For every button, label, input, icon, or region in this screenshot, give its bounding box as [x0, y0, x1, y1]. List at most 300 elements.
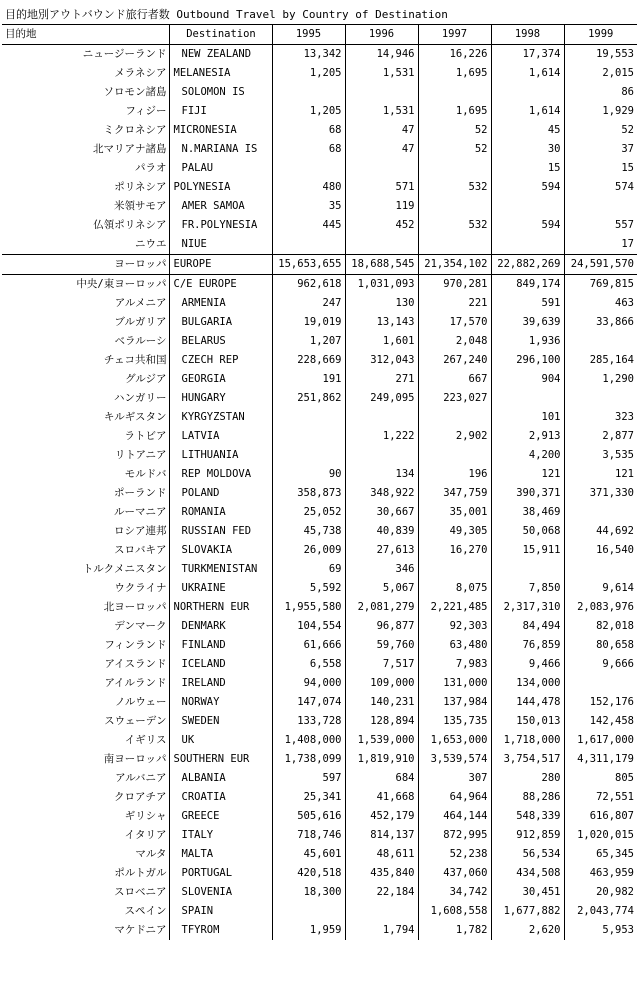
destination-jp-cell: リトアニア — [2, 446, 169, 465]
value-cell-1999: 44,692 — [596, 525, 634, 537]
table-row — [2, 313, 637, 332]
value-cell-1997: 532 — [418, 178, 491, 197]
value-cell-1996: 452,179 — [345, 807, 418, 826]
value-cell-1995: 61,666 — [272, 636, 345, 655]
table-row — [2, 579, 637, 598]
destination-en-cell: CROATIA — [169, 788, 272, 807]
destination-en-cell: HUNGARY — [169, 389, 272, 408]
value-cell-1998: 150,013 — [491, 712, 564, 731]
destination-en-cell: MALTA — [169, 845, 272, 864]
value-cell-1998: 121 — [491, 465, 564, 484]
value-cell-1998: 594 — [491, 216, 564, 235]
value-cell-1995: 480 — [272, 178, 345, 197]
value-cell-1995 — [272, 427, 345, 446]
value-cell-1995: 228,669 — [272, 351, 345, 370]
value-cell-1995: 420,518 — [272, 864, 345, 883]
table-row — [2, 560, 637, 579]
value-cell-1995: 45,738 — [272, 522, 345, 541]
value-cell-1995: 18,300 — [272, 883, 345, 902]
value-cell-1997: 137,984 — [418, 693, 491, 712]
outbound-travel-table — [2, 24, 637, 940]
value-cell-1995: 90 — [272, 465, 345, 484]
value-cell-1995: 25,052 — [272, 503, 345, 522]
destination-jp-cell: スペイン — [2, 902, 169, 921]
table-row — [2, 427, 637, 446]
table-body — [2, 45, 637, 941]
value-cell-1995: 1,207 — [272, 332, 345, 351]
destination-en-cell: KYRGYZSTAN — [169, 408, 272, 427]
value-cell-1996: 119 — [345, 197, 418, 216]
value-cell-1998: 30,451 — [491, 883, 564, 902]
value-cell-1998: 30 — [491, 140, 564, 159]
value-cell-1997: 1,695 — [418, 64, 491, 83]
value-cell-1996: 18,688,545 — [345, 255, 418, 275]
value-cell-1999: 33,866 — [596, 316, 634, 328]
value-cell-1995: 1,955,580 — [272, 598, 345, 617]
value-cell-1998 — [491, 197, 564, 216]
table-row — [2, 121, 637, 140]
destination-en-cell: AMER SAMOA — [169, 197, 272, 216]
table-row — [2, 102, 637, 121]
value-cell-1997: 437,060 — [418, 864, 491, 883]
destination-en-cell: ITALY — [169, 826, 272, 845]
value-cell-1995: 505,616 — [272, 807, 345, 826]
value-cell-1999: 285,164 — [589, 354, 634, 366]
destination-en-cell: SOUTHERN EUR — [169, 750, 272, 769]
value-cell-1997: 131,000 — [418, 674, 491, 693]
destination-jp-cell: グルジア — [2, 370, 169, 389]
value-cell-1999: 20,982 — [596, 886, 634, 898]
value-cell-1999: 371,330 — [589, 487, 634, 499]
value-cell-1999: 2,043,774 — [577, 905, 634, 917]
destination-en-cell: TFYROM — [169, 921, 272, 940]
value-cell-1997: 92,303 — [418, 617, 491, 636]
header-row — [2, 25, 637, 45]
value-cell-1997: 221 — [418, 294, 491, 313]
value-cell-1998: 76,859 — [491, 636, 564, 655]
table-row — [2, 674, 637, 693]
value-cell-1996 — [345, 408, 418, 427]
value-cell-1997: 64,964 — [418, 788, 491, 807]
value-cell-1997: 223,027 — [418, 389, 491, 408]
value-cell-1999 — [564, 332, 637, 351]
value-cell-1995: 13,342 — [272, 45, 345, 65]
value-cell-1997 — [418, 446, 491, 465]
table-row — [2, 807, 637, 826]
value-cell-1999: 19,553 — [596, 48, 634, 60]
value-cell-1998: 2,317,310 — [491, 598, 564, 617]
destination-jp-cell: ポリネシア — [2, 178, 169, 197]
table-row — [2, 389, 637, 408]
value-cell-1998: 548,339 — [491, 807, 564, 826]
value-cell-1997: 1,608,558 — [418, 902, 491, 921]
page-title: 目的地別アウトバウンド旅行者数 Outbound Travel by Country of Destination — [5, 8, 448, 21]
destination-en-cell: C/E EUROPE — [169, 275, 272, 295]
destination-en-cell: NEW ZEALAND — [169, 45, 272, 65]
destination-en-cell: MELANESIA — [169, 64, 272, 83]
destination-jp-cell: ソロモン諸島 — [2, 83, 169, 102]
value-cell-1997 — [418, 83, 491, 102]
value-cell-1997: 970,281 — [418, 275, 491, 295]
value-cell-1997: 17,570 — [418, 313, 491, 332]
destination-jp-cell: スロバキア — [2, 541, 169, 560]
value-cell-1998: 594 — [491, 178, 564, 197]
value-cell-1999: 65,345 — [596, 848, 634, 860]
table-row — [2, 197, 637, 216]
value-cell-1999: 557 — [615, 219, 634, 231]
header-year-1997: 1997 — [418, 25, 491, 45]
destination-en-cell: TURKMENISTAN — [169, 560, 272, 579]
value-cell-1997: 63,480 — [418, 636, 491, 655]
destination-en-cell: NORWAY — [169, 693, 272, 712]
value-cell-1999: 463,959 — [589, 867, 634, 879]
destination-jp-cell: 仏領ポリネシア — [2, 216, 169, 235]
value-cell-1999: 805 — [615, 772, 634, 784]
destination-jp-cell: フィジー — [2, 102, 169, 121]
value-cell-1995: 25,341 — [272, 788, 345, 807]
destination-jp-cell: トルクメニスタン — [2, 560, 169, 579]
value-cell-1997 — [418, 408, 491, 427]
value-cell-1999: 4,311,179 — [577, 753, 634, 765]
value-cell-1998: 390,371 — [491, 484, 564, 503]
destination-jp-cell: 北マリアナ諸島 — [2, 140, 169, 159]
value-cell-1996: 1,601 — [345, 332, 418, 351]
value-cell-1997: 1,695 — [418, 102, 491, 121]
value-cell-1996: 1,031,093 — [345, 275, 418, 295]
destination-jp-cell: ベラルーシ — [2, 332, 169, 351]
value-cell-1999: 1,929 — [602, 105, 634, 117]
value-cell-1999 — [564, 197, 637, 216]
value-cell-1995: 251,862 — [272, 389, 345, 408]
value-cell-1996: 1,222 — [345, 427, 418, 446]
value-cell-1996: 48,611 — [345, 845, 418, 864]
value-cell-1995: 358,873 — [272, 484, 345, 503]
value-cell-1998: 280 — [491, 769, 564, 788]
destination-en-cell: ARMENIA — [169, 294, 272, 313]
value-cell-1996: 814,137 — [345, 826, 418, 845]
value-cell-1999: 2,015 — [602, 67, 634, 79]
value-cell-1996: 96,877 — [345, 617, 418, 636]
value-cell-1996: 2,081,279 — [345, 598, 418, 617]
value-cell-1997: 7,983 — [418, 655, 491, 674]
value-cell-1999: 142,458 — [589, 715, 634, 727]
destination-en-cell: BELARUS — [169, 332, 272, 351]
value-cell-1996: 41,668 — [345, 788, 418, 807]
value-cell-1999 — [564, 560, 637, 579]
destination-en-cell: DENMARK — [169, 617, 272, 636]
destination-en-cell: SOLOMON IS — [169, 83, 272, 102]
value-cell-1996: 128,894 — [345, 712, 418, 731]
table-row — [2, 64, 637, 83]
destination-en-cell: SLOVAKIA — [169, 541, 272, 560]
destination-jp-cell: ウクライナ — [2, 579, 169, 598]
value-cell-1997: 347,759 — [418, 484, 491, 503]
value-cell-1998 — [491, 235, 564, 255]
value-cell-1996 — [345, 83, 418, 102]
destination-jp-cell: アイルランド — [2, 674, 169, 693]
value-cell-1999: 37 — [621, 143, 634, 155]
value-cell-1998 — [491, 560, 564, 579]
value-cell-1998: 84,494 — [491, 617, 564, 636]
table-row — [2, 541, 637, 560]
value-cell-1999: 463 — [615, 297, 634, 309]
value-cell-1998: 22,882,269 — [491, 255, 564, 275]
value-cell-1996: 249,095 — [345, 389, 418, 408]
value-cell-1996: 30,667 — [345, 503, 418, 522]
value-cell-1998: 56,534 — [491, 845, 564, 864]
value-cell-1996: 312,043 — [345, 351, 418, 370]
value-cell-1997: 267,240 — [418, 351, 491, 370]
value-cell-1996: 452 — [345, 216, 418, 235]
value-cell-1997: 49,305 — [418, 522, 491, 541]
value-cell-1996: 1,531 — [345, 102, 418, 121]
destination-jp-cell: 北ヨーロッパ — [2, 598, 169, 617]
value-cell-1996 — [345, 235, 418, 255]
value-cell-1997: 532 — [418, 216, 491, 235]
value-cell-1995: 133,728 — [272, 712, 345, 731]
value-cell-1997 — [418, 235, 491, 255]
value-cell-1997: 135,735 — [418, 712, 491, 731]
table-row — [2, 294, 637, 313]
destination-en-cell: PORTUGAL — [169, 864, 272, 883]
destination-en-cell: BULGARIA — [169, 313, 272, 332]
value-cell-1999: 9,614 — [602, 582, 634, 594]
value-cell-1997: 1,782 — [418, 921, 491, 940]
value-cell-1997: 667 — [418, 370, 491, 389]
value-cell-1995 — [272, 83, 345, 102]
destination-en-cell: UK — [169, 731, 272, 750]
destination-jp-cell: マルタ — [2, 845, 169, 864]
value-cell-1996: 140,231 — [345, 693, 418, 712]
value-cell-1998: 1,614 — [491, 64, 564, 83]
value-cell-1995 — [272, 408, 345, 427]
value-cell-1999: 1,290 — [602, 373, 634, 385]
table-row — [2, 45, 637, 65]
value-cell-1997 — [418, 197, 491, 216]
destination-en-cell: GEORGIA — [169, 370, 272, 389]
header-destination-en: Destination — [169, 25, 272, 45]
value-cell-1998: 1,677,882 — [491, 902, 564, 921]
value-cell-1999: 616,807 — [589, 810, 634, 822]
value-cell-1998: 849,174 — [491, 275, 564, 295]
value-cell-1999: 15 — [621, 162, 634, 174]
table-row — [2, 503, 637, 522]
table-row — [2, 769, 637, 788]
destination-jp-cell: スロベニア — [2, 883, 169, 902]
value-cell-1998: 134,000 — [491, 674, 564, 693]
value-cell-1998: 17,374 — [491, 45, 564, 65]
destination-en-cell: LATVIA — [169, 427, 272, 446]
table-row — [2, 140, 637, 159]
destination-jp-cell: モルドバ — [2, 465, 169, 484]
value-cell-1996: 348,922 — [345, 484, 418, 503]
value-cell-1997: 872,995 — [418, 826, 491, 845]
value-cell-1999: 86 — [621, 86, 634, 98]
destination-en-cell: SLOVENIA — [169, 883, 272, 902]
value-cell-1997: 2,048 — [418, 332, 491, 351]
destination-jp-cell: アルメニア — [2, 294, 169, 313]
table-row — [2, 351, 637, 370]
destination-jp-cell: ニュージーランド — [2, 45, 169, 65]
table-row — [2, 465, 637, 484]
value-cell-1999: 72,551 — [596, 791, 634, 803]
value-cell-1998: 45 — [491, 121, 564, 140]
value-cell-1998: 2,620 — [491, 921, 564, 940]
table-row — [2, 788, 637, 807]
destination-en-cell: REP MOLDOVA — [169, 465, 272, 484]
destination-jp-cell: フィンランド — [2, 636, 169, 655]
value-cell-1997: 34,742 — [418, 883, 491, 902]
destination-en-cell: UKRAINE — [169, 579, 272, 598]
value-cell-1996: 40,839 — [345, 522, 418, 541]
value-cell-1997: 464,144 — [418, 807, 491, 826]
value-cell-1998: 7,850 — [491, 579, 564, 598]
destination-en-cell: FINLAND — [169, 636, 272, 655]
value-cell-1998: 38,469 — [491, 503, 564, 522]
destination-jp-cell: 南ヨーロッパ — [2, 750, 169, 769]
table-row — [2, 178, 637, 197]
value-cell-1995: 718,746 — [272, 826, 345, 845]
destination-jp-cell: クロアチア — [2, 788, 169, 807]
value-cell-1998: 1,936 — [491, 332, 564, 351]
value-cell-1997: 52,238 — [418, 845, 491, 864]
table-row — [2, 522, 637, 541]
value-cell-1996: 13,143 — [345, 313, 418, 332]
table-row — [2, 235, 637, 255]
header-year-1996: 1996 — [345, 25, 418, 45]
value-cell-1995: 19,019 — [272, 313, 345, 332]
table-row — [2, 484, 637, 503]
destination-en-cell: LITHUANIA — [169, 446, 272, 465]
header-year-1995: 1995 — [272, 25, 345, 45]
value-cell-1998: 50,068 — [491, 522, 564, 541]
destination-en-cell: GREECE — [169, 807, 272, 826]
value-cell-1996: 435,840 — [345, 864, 418, 883]
value-cell-1998: 15 — [491, 159, 564, 178]
destination-jp-cell: ラトビア — [2, 427, 169, 446]
value-cell-1999: 2,083,976 — [577, 601, 634, 613]
destination-jp-cell: イギリス — [2, 731, 169, 750]
value-cell-1995: 1,959 — [272, 921, 345, 940]
value-cell-1995: 68 — [272, 140, 345, 159]
table-row — [2, 845, 637, 864]
value-cell-1999: 5,953 — [602, 924, 634, 936]
value-cell-1995: 68 — [272, 121, 345, 140]
table-row — [2, 883, 637, 902]
value-cell-1995 — [272, 235, 345, 255]
value-cell-1999: 17 — [621, 238, 634, 250]
value-cell-1997 — [418, 560, 491, 579]
value-cell-1996: 271 — [345, 370, 418, 389]
value-cell-1996: 346 — [345, 560, 418, 579]
value-cell-1997: 3,539,574 — [418, 750, 491, 769]
table-row — [2, 159, 637, 178]
value-cell-1996: 109,000 — [345, 674, 418, 693]
value-cell-1997: 16,226 — [418, 45, 491, 65]
destination-en-cell: MICRONESIA — [169, 121, 272, 140]
destination-jp-cell: 中央/東ヨーロッパ — [2, 275, 169, 295]
value-cell-1999: 3,535 — [602, 449, 634, 461]
value-cell-1999: 1,617,000 — [577, 734, 634, 746]
destination-en-cell: NORTHERN EUR — [169, 598, 272, 617]
destination-en-cell: SWEDEN — [169, 712, 272, 731]
value-cell-1996 — [345, 159, 418, 178]
destination-en-cell: SPAIN — [169, 902, 272, 921]
destination-en-cell: IRELAND — [169, 674, 272, 693]
value-cell-1999: 121 — [615, 468, 634, 480]
value-cell-1996: 134 — [345, 465, 418, 484]
value-cell-1996: 130 — [345, 294, 418, 313]
value-cell-1995: 5,592 — [272, 579, 345, 598]
table-row — [2, 598, 637, 617]
value-cell-1999: 80,658 — [596, 639, 634, 651]
header-year-1999: 1999 — [564, 25, 637, 45]
destination-jp-cell: ロシア連邦 — [2, 522, 169, 541]
value-cell-1995: 69 — [272, 560, 345, 579]
destination-jp-cell: メラネシア — [2, 64, 169, 83]
destination-jp-cell: アイスランド — [2, 655, 169, 674]
value-cell-1995: 597 — [272, 769, 345, 788]
table-row — [2, 731, 637, 750]
value-cell-1995 — [272, 159, 345, 178]
value-cell-1995: 1,205 — [272, 102, 345, 121]
value-cell-1998: 904 — [491, 370, 564, 389]
destination-jp-cell: キルギスタン — [2, 408, 169, 427]
value-cell-1997: 196 — [418, 465, 491, 484]
value-cell-1998: 88,286 — [491, 788, 564, 807]
destination-jp-cell: ギリシャ — [2, 807, 169, 826]
value-cell-1999: 24,591,570 — [564, 255, 637, 275]
value-cell-1995: 247 — [272, 294, 345, 313]
value-cell-1998 — [491, 83, 564, 102]
table-row — [2, 370, 637, 389]
value-cell-1999: 2,877 — [602, 430, 634, 442]
value-cell-1999 — [564, 389, 637, 408]
destination-en-cell: ROMANIA — [169, 503, 272, 522]
destination-jp-cell: スウェーデン — [2, 712, 169, 731]
destination-en-cell: RUSSIAN FED — [169, 522, 272, 541]
value-cell-1995: 15,653,655 — [272, 255, 345, 275]
destination-en-cell: POLAND — [169, 484, 272, 503]
value-cell-1997: 52 — [418, 121, 491, 140]
value-cell-1998: 101 — [491, 408, 564, 427]
table-row — [2, 921, 637, 940]
destination-jp-cell: アルバニア — [2, 769, 169, 788]
value-cell-1998: 15,911 — [491, 541, 564, 560]
table-row — [2, 750, 637, 769]
value-cell-1995: 26,009 — [272, 541, 345, 560]
value-cell-1998: 39,639 — [491, 313, 564, 332]
destination-jp-cell: ニウエ — [2, 235, 169, 255]
value-cell-1999 — [564, 674, 637, 693]
destination-en-cell: PALAU — [169, 159, 272, 178]
destination-jp-cell: ポルトガル — [2, 864, 169, 883]
value-cell-1999: 574 — [615, 181, 634, 193]
table-row — [2, 712, 637, 731]
table-row — [2, 636, 637, 655]
value-cell-1998: 434,508 — [491, 864, 564, 883]
table-row — [2, 216, 637, 235]
destination-jp-cell: ヨーロッパ — [2, 255, 169, 275]
value-cell-1995 — [272, 902, 345, 921]
destination-jp-cell: ハンガリー — [2, 389, 169, 408]
value-cell-1997: 307 — [418, 769, 491, 788]
destination-en-cell: N.MARIANA IS — [169, 140, 272, 159]
value-cell-1995: 94,000 — [272, 674, 345, 693]
value-cell-1997 — [418, 159, 491, 178]
table-row — [2, 826, 637, 845]
value-cell-1998: 1,614 — [491, 102, 564, 121]
